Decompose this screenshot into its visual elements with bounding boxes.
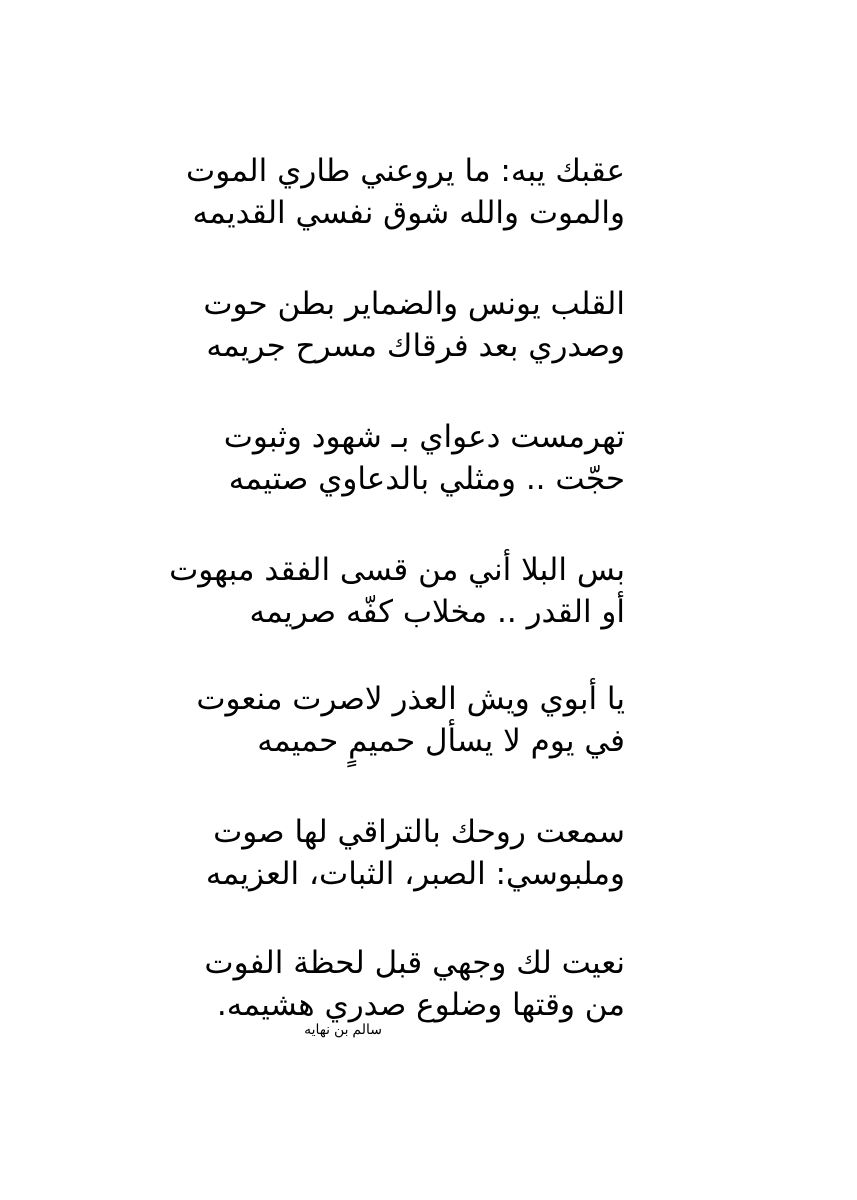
stanza-3 [185, 416, 625, 500]
stanza-4 [169, 549, 625, 633]
poet-signature: سالم بن نهايه [304, 1021, 382, 1037]
stanza-7 [185, 942, 625, 1026]
verse-line: أو القدر .. مخلاب كفّه صريمه [249, 594, 625, 630]
verse-line: بس البلا أني من قسى الفقد مبهوت [169, 552, 625, 588]
verse-line: نعيت لك وجهي قبل لحظة الفوت [204, 945, 625, 981]
verse-line: حجّت .. ومثلي بالدعاوي صتيمه [228, 461, 625, 497]
verse-line: والموت والله شوق نفسي القديمه [192, 195, 625, 231]
stanza-2 [185, 283, 625, 367]
verse-line: تهرمست دعواي بـ شهود وثبوت [223, 419, 625, 455]
stanza-5 [185, 678, 625, 762]
verse-line: وصدري بعد فرقاك مسرح جريمه [206, 328, 625, 364]
verse-line: القلب يونس والضماير بطن حوت [203, 286, 625, 322]
verse-line: في يوم لا يسأل حميمٍ حميمه [257, 723, 625, 759]
verse-line: عقبك يبه: ما يروعني طاري الموت [186, 153, 625, 189]
stanza-1 [185, 150, 625, 234]
verse-line: من وقتها وضلوع صدري هشيمه. [216, 987, 625, 1023]
verse-line: وملبوسي: الصبر، الثبات، العزيمه [205, 856, 625, 892]
verse-line: سمعت روحك بالتراقي لها صوت [213, 814, 625, 850]
stanza-6 [185, 811, 625, 895]
verse-line: يا أبوي ويش العذر لاصرت منعوت [196, 681, 625, 717]
